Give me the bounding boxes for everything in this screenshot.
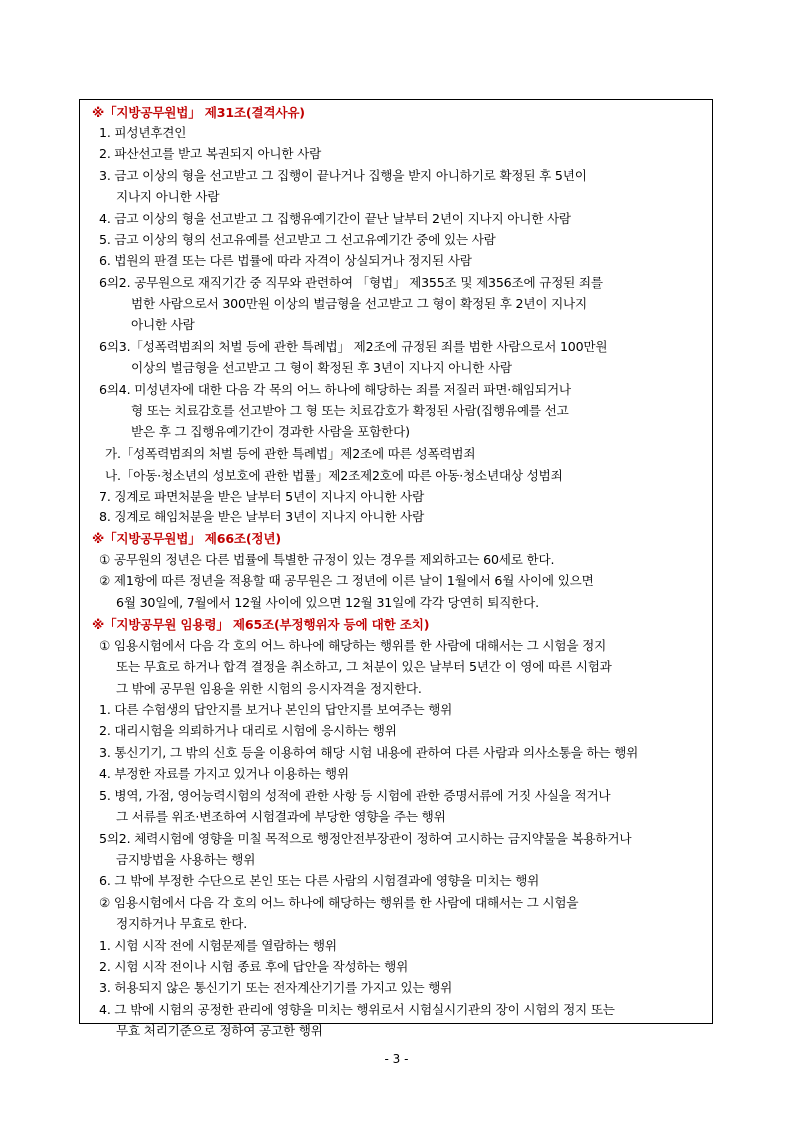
document-line: 나.「아동·청소년의 성보호에 관한 법률」제2조제2호에 따른 아동·청소년대상 성범죄 (105, 468, 563, 483)
section-heading: ※「지방공무원법」 제66조(정년) (92, 531, 281, 546)
document-line: ② 제1항에 따른 정년을 적용할 때 공무원은 그 정년에 이른 날이 1월에서 6월 사이에 있으면 (99, 573, 594, 588)
document-line: 4. 금고 이상의 형을 선고받고 그 집행유예기간이 끝난 날부터 2년이 지나지 아니한 사람 (99, 211, 571, 226)
document-line: 3. 통신기기, 그 밖의 신호 등을 이용하여 해당 시험 내용에 관하여 다른 사람과 의사소통을 하는 행위 (99, 745, 639, 760)
document-line: 6의4. 미성년자에 대한 다음 각 목의 어느 하나에 해당하는 죄를 저질러 파면·해임되거나 (99, 382, 571, 397)
document-line: 8. 징계로 해임처분을 받은 날부터 3년이 지나지 아니한 사람 (99, 509, 425, 524)
document-line: 또는 무효로 하거나 합격 결정을 취소하고, 그 처분이 있은 날부터 5년간 이 영에 따른 시험과 (116, 659, 612, 674)
document-line: 2. 파산선고를 받고 복권되지 아니한 사람 (99, 146, 322, 161)
document-line: 7. 징계로 파면처분을 받은 날부터 5년이 지나지 아니한 사람 (99, 489, 425, 504)
document-line: ② 임용시험에서 다음 각 호의 어느 하나에 해당하는 행위를 한 사람에 대해서는 그 시험을 (99, 895, 579, 910)
document-line: 받은 후 그 집행유예기간이 경과한 사람을 포함한다) (131, 424, 410, 439)
document-line: ① 임용시험에서 다음 각 호의 어느 하나에 해당하는 행위를 한 사람에 대해서는 그 시험을 정지 (99, 638, 607, 653)
document-line: 2. 대리시험을 의뢰하거나 대리로 시험에 응시하는 행위 (99, 723, 397, 738)
document-line: 금지방법을 사용하는 행위 (116, 852, 256, 867)
document-line: ① 공무원의 정년은 다른 법률에 특별한 규정이 있는 경우를 제외하고는 60세로 한다. (99, 552, 555, 567)
document-line: 1. 시험 시작 전에 시험문제를 열람하는 행위 (99, 938, 337, 953)
document-line: 5의2. 체력시험에 영향을 미칠 목적으로 행정안전부장관이 정하여 고시하는 금지약물을 복용하거나 (99, 831, 632, 846)
document-line: 범한 사람으로서 300만원 이상의 벌금형을 선고받고 그 형이 확정된 후 2년이 지나지 (131, 296, 587, 311)
document-line: 3. 금고 이상의 형을 선고받고 그 집행이 끝나거나 집행을 받지 아니하기로 확정된 후 5년이 (99, 168, 587, 183)
document-line: 6의2. 공무원으로 재직기간 중 직무와 관련하여 「형법」 제355조 및 제356조에 규정된 죄를 (99, 275, 603, 290)
page-number: - 3 - (384, 1052, 409, 1066)
document-line: 6. 법원의 판결 또는 다른 법률에 따라 자격이 상실되거나 정지된 사람 (99, 253, 472, 268)
document-line: 형 또는 치료감호를 선고받아 그 형 또는 치료감호가 확정된 사람(집행유예를 선고 (131, 403, 569, 418)
document-line: 3. 허용되지 않은 통신기기 또는 전자계산기기를 가지고 있는 행위 (99, 980, 453, 995)
document-line: 무효 처리기준으로 정하여 공고한 행위 (116, 1023, 323, 1038)
document-line: 지나지 아니한 사람 (116, 189, 220, 204)
document-line: 6월 30일에, 7월에서 12월 사이에 있으면 12월 31일에 각각 당연히 퇴직한다. (116, 595, 539, 610)
document-line: 5. 금고 이상의 형의 선고유예를 선고받고 그 선고유예기간 중에 있는 사람 (99, 232, 496, 247)
document-line: 2. 시험 시작 전이나 시험 종료 후에 답안을 작성하는 행위 (99, 959, 409, 974)
document-line: 그 서류를 위조·변조하여 시험결과에 부당한 영향을 주는 행위 (116, 809, 446, 824)
document-line: 1. 다른 수험생의 답안지를 보거나 본인의 답안지를 보여주는 행위 (99, 702, 453, 717)
document-line: 정지하거나 무효로 한다. (116, 916, 248, 931)
document-line: 아니한 사람 (131, 317, 195, 332)
document-line: 6. 그 밖에 부정한 수단으로 본인 또는 다른 사람의 시험결과에 영향을 미치는 행위 (99, 873, 540, 888)
document-line: 4. 그 밖에 시험의 공정한 관리에 영향을 미치는 행위로서 시험실시기관의 장이 시험의 정지 또는 (99, 1002, 615, 1017)
document-line: 1. 피성년후견인 (99, 125, 187, 140)
document-line: 그 밖에 공무원 임용을 위한 시험의 응시자격을 정지한다. (116, 681, 422, 696)
document-line: 5. 병역, 가점, 영어능력시험의 성적에 관한 사항 등 시험에 관한 증명서류에 거짓 사실을 적거나 (99, 788, 611, 803)
section-heading: ※「지방공무원 임용령」 제65조(부정행위자 등에 대한 조치) (92, 617, 430, 632)
document-line: 4. 부정한 자료를 가지고 있거나 이용하는 행위 (99, 766, 349, 781)
section-heading: ※「지방공무원법」 제31조(결격사유) (92, 105, 305, 120)
document-line: 가.「성폭력범죄의 처벌 등에 관한 특례법」제2조에 따른 성폭력범죄 (105, 446, 476, 461)
document-line: 6의3.「성폭력범죄의 처벌 등에 관한 특례법」 제2조에 규정된 죄를 범한 사람으로서 100만원 (99, 339, 608, 354)
document-line: 이상의 벌금형을 선고받고 그 형이 확정된 후 3년이 지나지 아니한 사람 (131, 360, 512, 375)
